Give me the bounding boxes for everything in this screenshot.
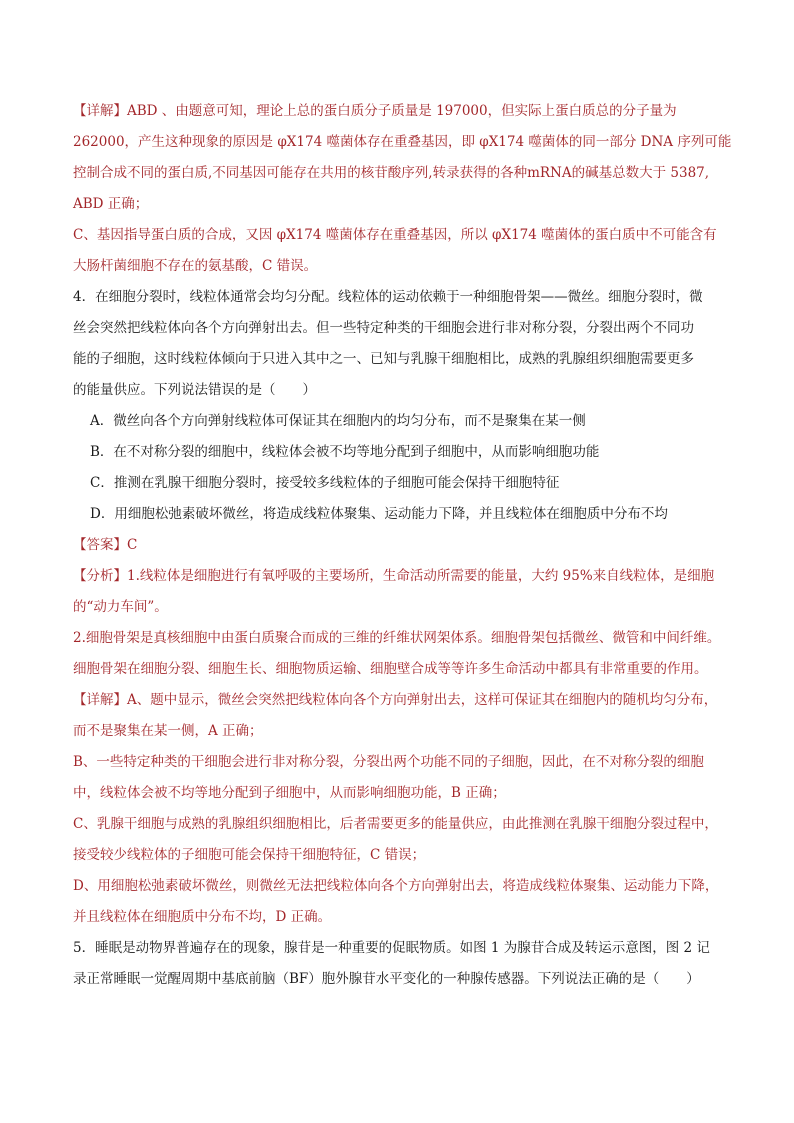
detail-line: 控制合成不同的蛋白质,不同基因可能存在共用的核苷酸序列,转录获得的各种mRNA的碱基总数大于 5387, [73, 165, 710, 181]
question-4-stem: 能的子细胞，这时线粒体倾向于只进入其中之一、已知与乳腺干细胞相比，成熟的乳腺组织细胞需要更多 [73, 351, 694, 367]
analysis-line: 的“动力车间”。 [73, 599, 168, 615]
analysis-tag: 【分析】 [73, 568, 127, 584]
detail-line: 【详解】A、题中显示，微丝会突然把线粒体向各个方向弹射出去，这样可保证其在细胞内的随机均匀分布， [73, 692, 718, 708]
analysis-line: 2.细胞骨架是真核细胞中由蛋白质聚合而成的三维的纤维状网架体系。细胞骨架包括微丝、微管和中间纤维。 [73, 630, 721, 646]
option-d: D．用细胞松弛素破坏微丝，将造成线粒体聚集、运动能力下降，并且线粒体在细胞质中分布不均 [90, 506, 668, 522]
analysis-line: 【分析】1.线粒体是细胞进行有氧呼吸的主要场所，生命活动所需要的能量，大约 95%来自线粒体，是细胞 [73, 568, 715, 584]
question-4-stem: 的能量供应。下列说法错误的是（ ） [73, 382, 316, 398]
option-a: A．微丝向各个方向弹射线粒体可保证其在细胞内的均匀分布，而不是聚集在某一侧 [90, 413, 586, 429]
detail-line: 并且线粒体在细胞质中分布不均，D 正确。 [73, 909, 332, 925]
answer-tag: 【答案】 [73, 537, 127, 553]
detail-line: 而不是聚集在某一侧，A 正确； [73, 723, 263, 739]
detail-line: 大肠杆菌细胞不存在的氨基酸，C 错误。 [73, 258, 318, 274]
question-5-stem: 录正常睡眠一觉醒周期中基底前脑（BF）胞外腺苷水平变化的一种腺传感器。下列说法正确的是（ ） [73, 971, 700, 987]
question-4-stem: 4．在细胞分裂时，线粒体通常会均匀分配。线粒体的运动依赖于一种细胞骨架——微丝。细胞分裂时，微 [73, 289, 703, 305]
detail-line: B、一些特定种类的干细胞会进行非对称分裂，分裂出两个功能不同的子细胞，因此，在不对称分裂的细胞 [73, 754, 704, 770]
detail-line: C、乳腺干细胞与成熟的乳腺组织细胞相比，后者需要更多的能量供应，由此推测在乳腺干细胞分裂过程中， [73, 816, 718, 832]
detail-tag: 【详解】 [73, 103, 127, 119]
question-4-stem: 丝会突然把线粒体向各个方向弹射出去。但一些特定种类的干细胞会进行非对称分裂，分裂出两个不同功 [73, 320, 694, 336]
question-5-stem: 5．睡眠是动物界普遍存在的现象，腺苷是一种重要的促眠物质。如图 1 为腺苷合成及转运示意图，图 2 记 [73, 940, 710, 956]
detail-tag: 【详解】 [73, 692, 127, 708]
detail-line: 【详解】ABD 、由题意可知，理论上总的蛋白质分子质量是 197000，但实际上蛋白质总的分子量为 [73, 103, 677, 119]
answer-value: C [127, 537, 138, 553]
detail-line: D、用细胞松弛素破坏微丝，则微丝无法把线粒体向各个方向弹射出去，将造成线粒体聚集、运动能力下降， [73, 878, 719, 894]
option-c: C．推测在乳腺干细胞分裂时，接受较多线粒体的子细胞可能会保持干细胞特征 [90, 475, 560, 491]
analysis-line: 细胞骨架在细胞分裂、细胞生长、细胞物质运输、细胞壁合成等等许多生命活动中都具有非常重要的作用。 [73, 661, 708, 677]
detail-line: 中，线粒体会被不均等地分配到子细胞中，从而影响细胞功能，B 正确； [73, 785, 506, 801]
document-page [73, 96, 733, 995]
answer-line [73, 530, 733, 561]
detail-line: 262000，产生这种现象的原因是 φX174 噬菌体存在重叠基因，即 φX174 噬菌体的同一部分 DNA 序列可能 [73, 134, 732, 150]
detail-line: 接受较少线粒体的子细胞可能会保持干细胞特征，C 错误； [73, 847, 426, 863]
detail-line: C、基因指导蛋白质的合成，又因 φX174 噬菌体存在重叠基因，所以 φX174 噬菌体的蛋白质中不可能含有 [73, 227, 717, 243]
detail-line: ABD 正确； [73, 196, 149, 212]
option-b: B．在不对称分裂的细胞中，线粒体会被不均等地分配到子细胞中，从而影响细胞功能 [90, 444, 600, 460]
